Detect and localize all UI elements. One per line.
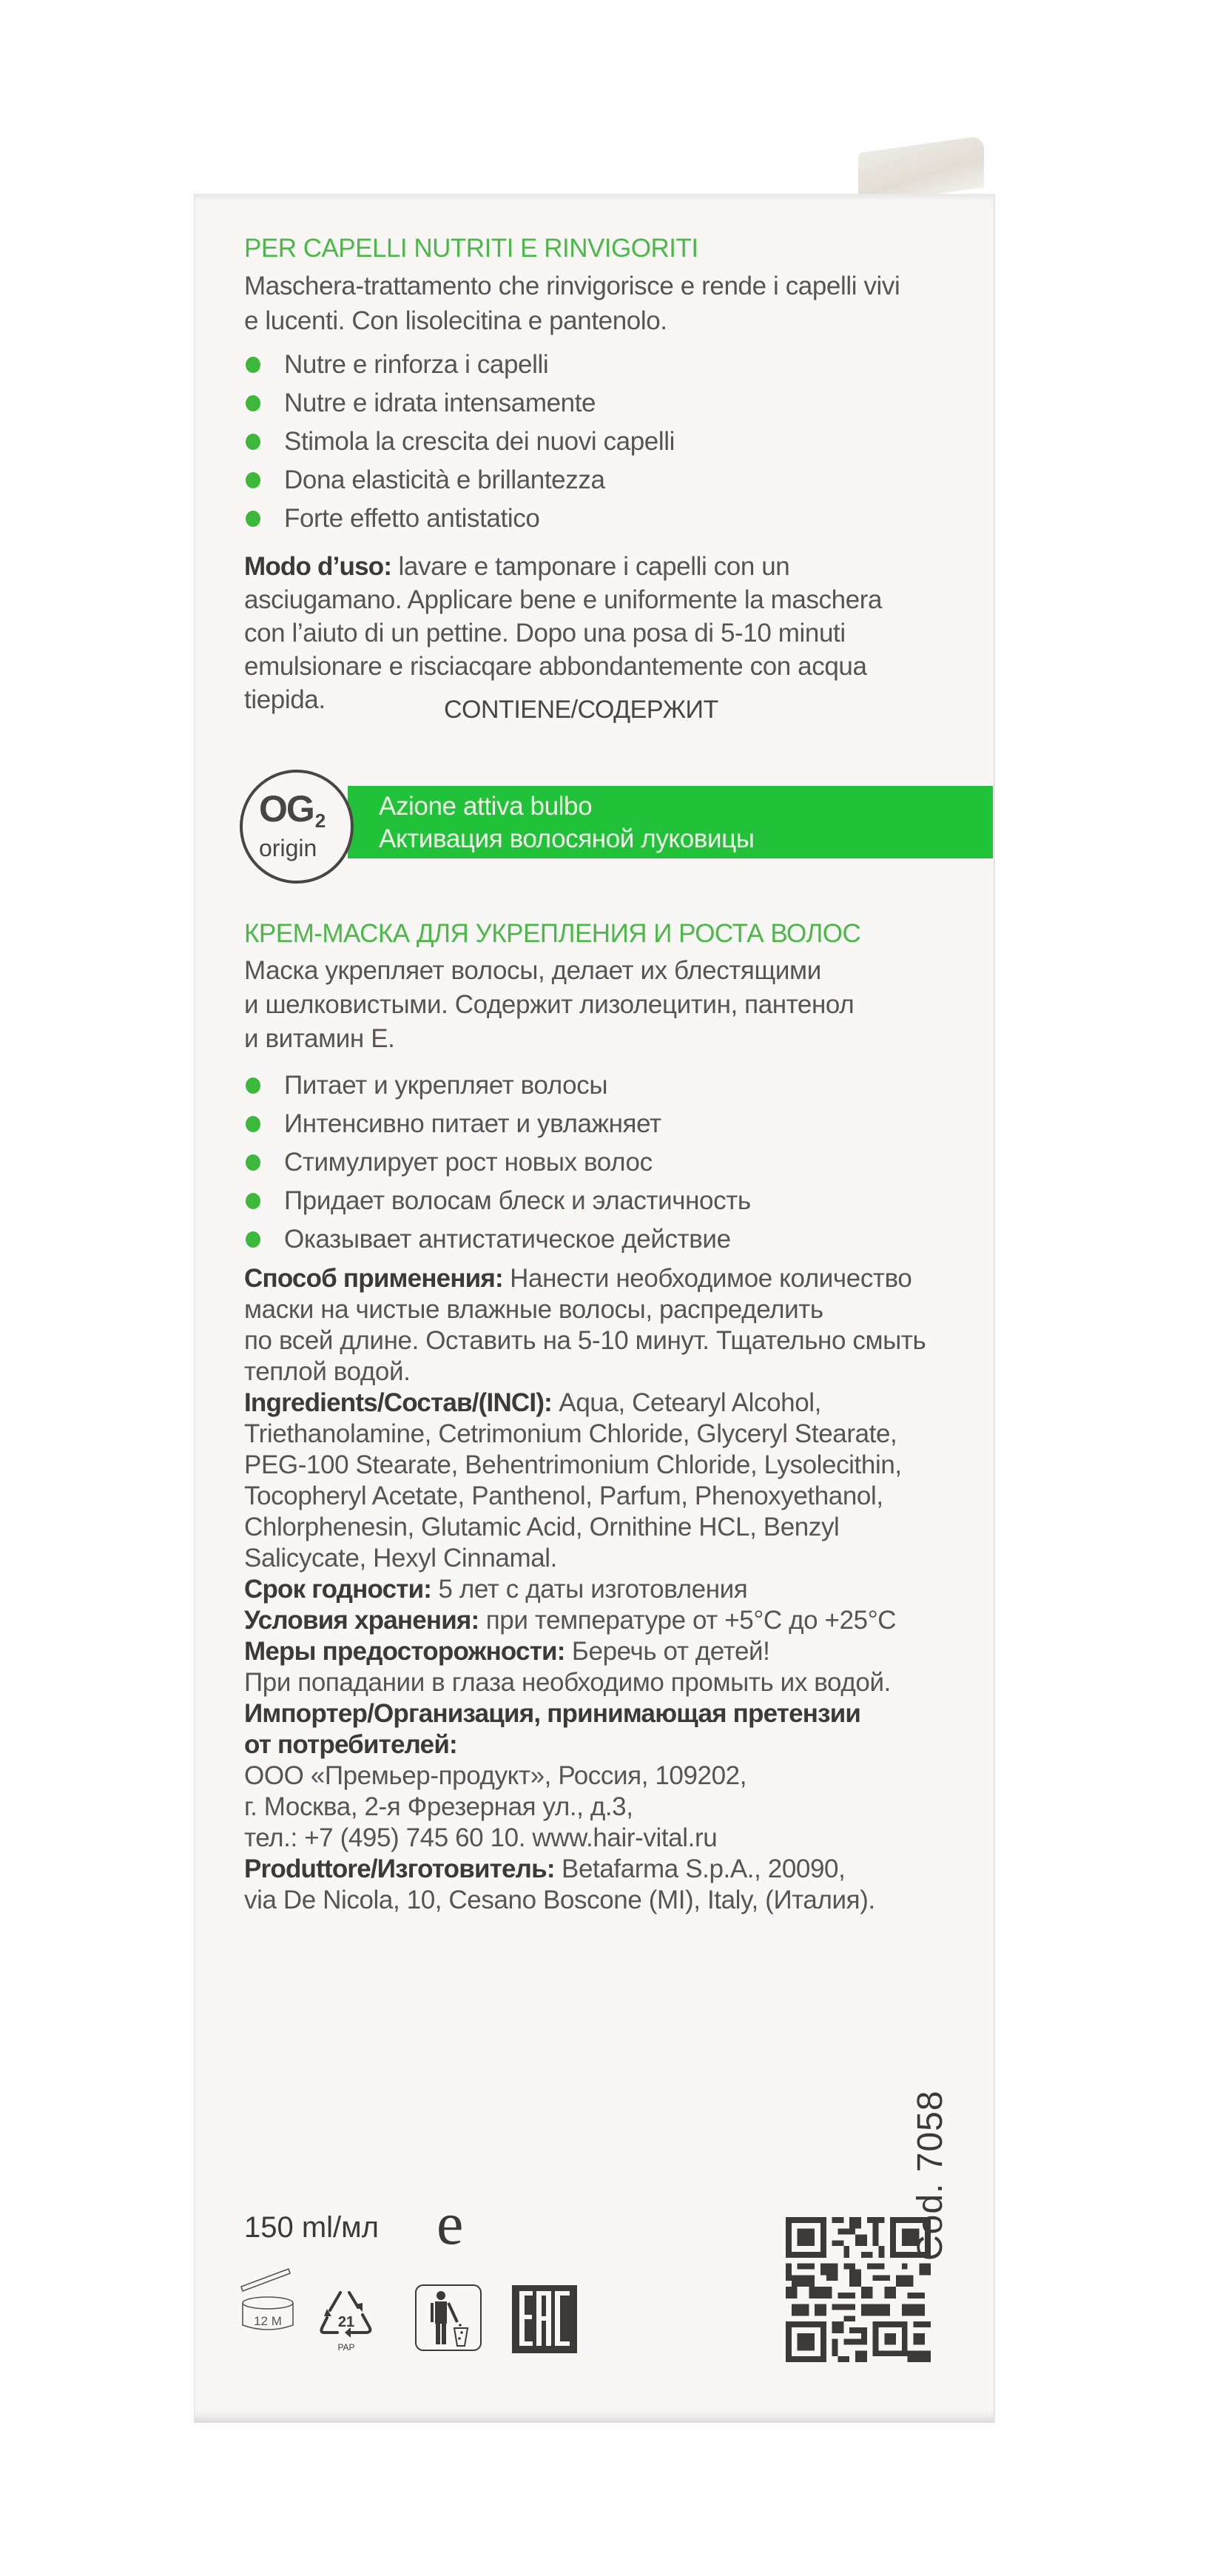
intro-line: Маска укрепляет волосы, делает их блестящими [244,956,821,985]
usage-label: Способ применения: [244,1264,503,1293]
italian-heading: PER CAPELLI NUTRITI E RINVIGORITI [244,234,698,263]
list-item: Nutre e idrata intensamente [244,384,900,423]
russian-details [244,1263,926,1916]
estimated-sign-icon: e [437,2190,464,2257]
usage-line: asciugamano. Applicare bene e uniformente la maschera [244,585,883,614]
ingredients-line: Chlorphenesin, Glutamic Acid, Ornithine HCL, Benzyl [244,1513,840,1541]
usage-line: emulsionare e risciacqare abbondantemente con acqua [244,652,867,681]
italian-intro [244,269,900,338]
russian-intro [244,954,926,1056]
storage-value: при температуре от +5°С до +25°С [479,1606,897,1635]
producer-value: Betafarma S.p.A., 20090, [554,1854,846,1883]
list-item: Stimola la crescita dei nuovi capelli [244,423,900,461]
usage-line: con l’aiuto di un pettine. Dopo una posa di 5-10 minuti [244,619,846,648]
ingredients-line: Salicycate, Hexyl Cinnamal. [244,1544,557,1573]
ingredients-text: Aqua, Cetearyl Alcohol, [552,1388,821,1417]
list-item: Nutre e rinforza i capelli [244,346,900,384]
active-ingredient-banner [348,786,993,858]
svg-text:21: 21 [337,2314,355,2330]
producer-label: Produttore/Изготовитель: [244,1854,555,1883]
intro-line: и шелковистыми. Содержит лизолецитин, пантенол [244,990,855,1019]
usage-label: Modo d’uso: [244,552,392,581]
qr-code-icon[interactable] [786,2217,931,2362]
importer-label: от потребителей: [244,1730,457,1759]
intro-line: Maschera-trattamento che rinvigorisce e rende i capelli vivi [244,272,900,300]
recycle-pap-icon [317,2287,376,2353]
ingredients-line: Tocopheryl Acetate, Panthenol, Parfum, Phenoxyethanol, [244,1482,883,1510]
usage-line: по всей длине. Оставить на 5-10 минут. Тщательно смыть [244,1326,926,1355]
italian-section [244,231,900,716]
intro-line: e lucenti. Con lisolecitina e pantenolo. [244,306,667,335]
list-item: Придает волосам блеск и эластичность [244,1182,926,1220]
tidyman-dispose-icon [414,2284,482,2352]
usage-line: маски на чистые влажные волосы, распределить [244,1295,823,1324]
importer-line: г. Москва, 2-я Фрезерная ул., д.3, [244,1792,633,1821]
list-item: Интенсивно питает и увлажняет [244,1105,926,1143]
list-item: Оказывает антистатическое действие [244,1220,926,1259]
precautions-value: Беречь от детей! [564,1637,770,1666]
svg-text:PAP: PAP [337,2342,355,2353]
importer-label: Импортер/Организация, принимающая претензии [244,1699,861,1728]
eac-mark-icon [512,2285,577,2353]
intro-line: и витамин Е. [244,1024,395,1053]
list-item: Forte effetto antistatico [244,500,900,538]
italian-benefits-list [244,346,900,538]
shelf-life-value: 5 лет с даты изготовления [431,1575,748,1604]
russian-section [244,916,926,1916]
ingredients-label: Ingredients/Состав/(INCI): [244,1388,553,1417]
importer-line: тел.: +7 (495) 745 60 10. www.hair-vital.ru [244,1823,718,1852]
usage-text: Нанести необходимое количество [502,1264,912,1293]
og2-caption: origin [259,835,317,861]
og2-origin-badge [240,770,354,884]
ingredients-line: Triethanolamine, Cetrimonium Chloride, Glyceryl Stearate, [244,1419,897,1448]
list-item: Dona elasticità e brillantezza [244,461,900,500]
ingredients-line: PEG-100 Stearate, Behentrimonium Chloride, Lysolecithin, [244,1450,902,1479]
list-item: Питает и укрепляет волосы [244,1066,926,1105]
og2-logo-text: $OG_2$ [259,788,325,832]
contains-label: CONTIENE/СОДЕРЖИТ [444,696,718,724]
list-item: Стимулирует рост новых волос [244,1143,926,1182]
russian-heading: КРЕМ-МАСКА ДЛЯ УКРЕПЛЕНИЯ И РОСТА ВОЛОС [244,919,861,948]
shelf-life-label: Срок годности: [244,1575,432,1604]
usage-line: tiepida. [244,685,326,714]
precautions-line: При попадании в глаза необходимо промыть их водой. [244,1668,891,1697]
banner-line-russian: Активация волосяной луковицы [379,824,755,853]
precautions-label: Меры предосторожности: [244,1637,565,1666]
producer-line: via De Nicola, 10, Cesano Boscone (MI), Italy, (Италия). [244,1886,875,1914]
italian-usage [244,550,900,716]
usage-line: теплой водой. [244,1357,411,1386]
importer-line: ООО «Премьер-продукт», Россия, 109202, [244,1761,747,1790]
product-code: Cod. 7058 [911,2090,950,2261]
usage-text: lavare e tamponare i capelli con un [391,552,790,581]
pao-12m-icon [238,2266,297,2333]
russian-benefits-list [244,1066,926,1259]
svg-text:12 M: 12 M [254,2314,282,2328]
volume-label: 150 ml/мл [244,2211,380,2244]
banner-line-italian: Azione attiva bulbo [379,792,593,821]
storage-label: Условия хранения: [244,1606,479,1635]
